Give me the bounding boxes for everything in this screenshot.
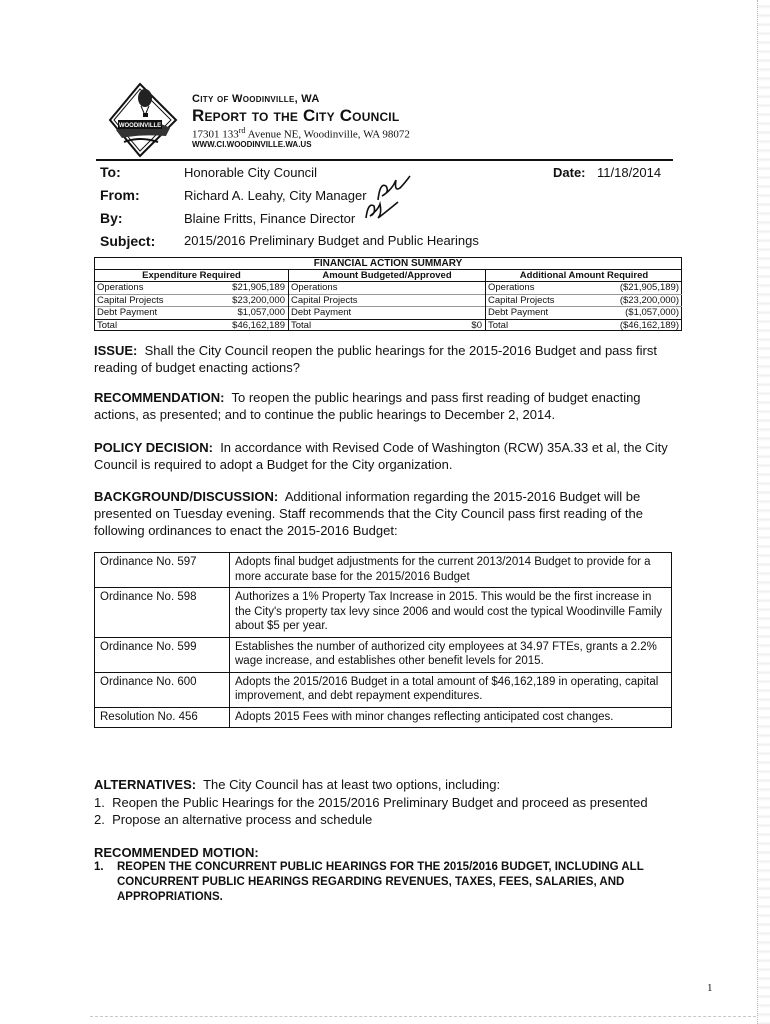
- financial-summary-title: FINANCIAL ACTION SUMMARY: [95, 258, 681, 270]
- ordinance-description: Establishes the number of authorized city employees at 34.97 FTEs, grants a 2.2% wage increase, and establishes other benefit levels for 2015.: [230, 637, 672, 672]
- column-heading: Expenditure Required: [95, 270, 288, 282]
- from-value: Richard A. Leahy, City Manager: [184, 188, 367, 203]
- policy-label: POLICY DECISION:: [94, 440, 213, 455]
- recommended-motion-item: 1. REOPEN THE CONCURRENT PUBLIC HEARINGS FOR THE 2015/2016 BUDGET, INCLUDING ALL CONCURRENT PUBLIC HEARINGS REGARDING REVENUES, TAXES, FEES, SALARIES, AND APPROPRIATIONS.: [94, 860, 674, 905]
- ordinance-description: Authorizes a 1% Property Tax Increase in 2015. This would be the first increase in the City's property tax levy since 2006 and would cost the typical Woodinville Family about $5 per year.: [230, 588, 672, 638]
- ordinance-description: Adopts 2015 Fees with minor changes reflecting anticipated cost changes.: [230, 707, 672, 728]
- ordinance-description: Adopts the 2015/2016 Budget in a total amount of $46,162,189 in operating, capital improvement, and debt repayment expenditures.: [230, 672, 672, 707]
- table-row: [95, 707, 672, 728]
- header-divider: [96, 159, 673, 161]
- alternatives-intro: The City Council has at least two options, including:: [203, 777, 501, 792]
- policy-text: In accordance with Revised Code of Washington (RCW) 35A.33 et al, the City Council is required to adopt a Budget for the City organization.: [94, 440, 668, 472]
- table-row: [95, 588, 672, 638]
- recommendation-label: RECOMMENDATION:: [94, 390, 225, 405]
- issue-label: ISSUE:: [94, 343, 138, 358]
- date-label: Date:: [553, 165, 586, 180]
- summary-total-row: Total ($46,162,189): [486, 319, 682, 332]
- date-value: 11/18/2014: [597, 165, 662, 180]
- summary-row: Operations: [289, 282, 485, 295]
- alternatives-label: ALTERNATIVES:: [94, 777, 197, 792]
- issue-text: Shall the City Council reopen the public hearings for the 2015-2016 Budget and pass first reading of budget enacting actions?: [94, 343, 657, 375]
- to-label: To:: [100, 164, 121, 180]
- summary-row: Debt Payment $1,057,000: [97, 307, 285, 318]
- background-section: [94, 488, 676, 539]
- financial-action-summary: [94, 257, 682, 331]
- background-label: BACKGROUND/DISCUSSION:: [94, 489, 279, 504]
- column-heading: Amount Budgeted/Approved: [289, 270, 485, 282]
- summary-row: Debt Payment ($1,057,000): [488, 307, 679, 318]
- director-initials: [362, 198, 402, 224]
- expenditure-required-column: [95, 270, 288, 330]
- summary-row: Debt Payment: [291, 307, 352, 318]
- summary-total-row: Total $0: [289, 319, 485, 332]
- ordinance-number: Resolution No. 456: [95, 707, 230, 728]
- ordinance-number: Ordinance No. 597: [95, 553, 230, 588]
- amount-budgeted-column: [288, 270, 485, 330]
- from-label: From:: [100, 187, 140, 203]
- list-item: 1. Reopen the Public Hearings for the 2015/2016 Preliminary Budget and proceed as presented: [94, 795, 648, 810]
- issue-section: [94, 342, 676, 376]
- svg-text:WOODINVILLE: WOODINVILLE: [118, 123, 162, 129]
- table-row: [95, 553, 672, 588]
- ordinance-description: Adopts final budget adjustments for the current 2013/2014 Budget to provide for a more accurate base for the 2015/2016 Budget: [230, 553, 672, 588]
- column-heading: Additional Amount Required: [486, 270, 682, 282]
- ordinance-number: Ordinance No. 600: [95, 672, 230, 707]
- ordinance-number: Ordinance No. 598: [95, 588, 230, 638]
- by-label: By:: [100, 210, 123, 226]
- report-title: Report to the City Council: [192, 106, 400, 125]
- scan-bottom-edge: [90, 1016, 756, 1019]
- policy-section: [94, 439, 676, 473]
- summary-total-row: Total $46,162,189: [95, 319, 288, 332]
- scan-edge: [757, 0, 770, 1024]
- ordinances-table: [94, 552, 672, 728]
- table-row: [95, 672, 672, 707]
- additional-amount-column: [485, 270, 682, 330]
- summary-row: Operations ($21,905,189): [486, 282, 682, 295]
- recommended-motion-text: REOPEN THE CONCURRENT PUBLIC HEARINGS FOR THE 2015/2016 BUDGET, INCLUDING ALL CONCURRENT PUBLIC HEARINGS REGARDING REVENUES, TAXES, FEES, SALARIES, AND APPROPRIATIONS.: [117, 861, 644, 903]
- city-address: 17301 133rd Avenue NE, Woodinville, WA 98072: [192, 126, 410, 141]
- subject-value: 2015/2016 Preliminary Budget and Public Hearings: [184, 233, 479, 248]
- ordinance-number: Ordinance No. 599: [95, 637, 230, 672]
- recommended-motion-label: RECOMMENDED MOTION:: [94, 845, 259, 860]
- by-value: Blaine Fritts, Finance Director: [184, 211, 356, 226]
- alternatives-section: [94, 777, 500, 792]
- city-logo: [100, 76, 182, 158]
- recommendation-text: To reopen the public hearings and pass first reading of budget enacting actions, as presented; and to continue the public hearings to December 2, 2014.: [94, 390, 641, 422]
- recommendation-section: [94, 389, 676, 423]
- summary-row: Capital Projects $23,200,000: [95, 295, 288, 308]
- list-item: 2. Propose an alternative process and schedule: [94, 812, 373, 827]
- summary-row: Operations $21,905,189: [95, 282, 288, 295]
- subject-label: Subject:: [100, 233, 156, 249]
- city-name: City of Woodinville, WA: [192, 93, 320, 105]
- to-value: Honorable City Council: [184, 165, 317, 180]
- summary-row: Capital Projects ($23,200,000): [486, 295, 682, 308]
- background-text: Additional information regarding the 2015-2016 Budget will be presented on Tuesday evening. Staff recommends that the City Council pass first reading of the following ordinances to enact the 2015-2016 Budget:: [94, 489, 643, 538]
- table-row: [95, 637, 672, 672]
- city-website-link[interactable]: WWW.CI.WOODINVILLE.WA.US: [192, 140, 312, 149]
- summary-row: Capital Projects: [289, 295, 485, 308]
- page-number: 1: [707, 982, 713, 994]
